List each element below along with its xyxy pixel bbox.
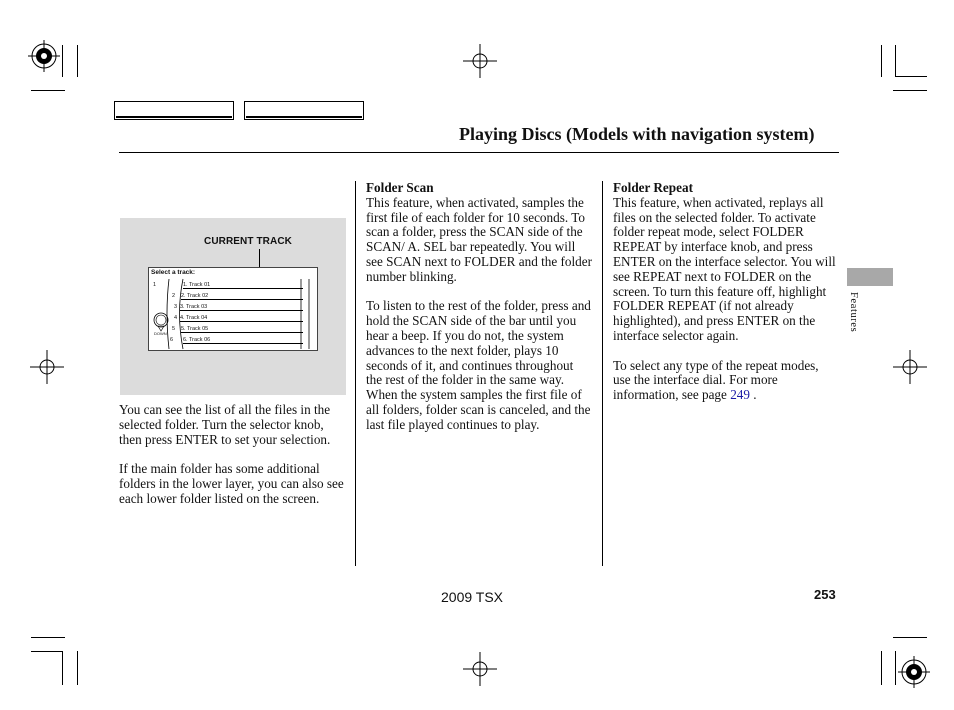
knob-number: 4: [174, 315, 178, 321]
paragraph: If the main folder has some additional folders in the lower layer, you can also see each lower folder listed on the screen.: [119, 461, 344, 506]
track-row: 1. Track 01: [183, 282, 303, 289]
section-heading: Folder Repeat: [613, 180, 693, 195]
column-divider: [355, 181, 356, 566]
track-row: 2. Track 02: [181, 293, 303, 300]
paragraph: This feature, when activated, samples the first file of each folder for 10 seconds. To scan a folder, press the SCAN side of the SCAN/ A. SEL bar repeatedly. You will see SCAN next to FOLDER and the folder number blinking.: [366, 194, 592, 284]
column-2: [366, 181, 592, 447]
nav-screen: [148, 267, 318, 351]
footer-model: 2009 TSX: [441, 589, 504, 605]
track-row: 5. Track 05: [181, 326, 303, 333]
figure-callout: CURRENT TRACK: [204, 236, 292, 247]
knob-number: 5: [172, 326, 176, 332]
paragraph: This feature, when activated, replays all files on the selected folder. To activate folder repeat mode, select FOLDER REPEAT by interface knob, and press ENTER on the interface selector. You will see REPEAT next to FOLDER on the screen. To turn this feature off, highlight FOLDER REPEAT (if not already highlighted), and press ENTER on the interface selector again.: [613, 194, 836, 343]
paragraph: [613, 359, 839, 403]
track-row: 6. Track 06: [183, 337, 303, 344]
section-tab-label: Features: [848, 292, 859, 333]
column-divider: [602, 181, 603, 566]
page-number: 253: [814, 587, 836, 602]
paragraph-text: To select any type of the repeat modes, use the interface dial. For more information, see page: [613, 357, 819, 403]
paragraph-text: .: [753, 387, 757, 403]
knob-number: 6: [170, 337, 174, 343]
column-1: [119, 403, 347, 521]
screen-header: Select a track:: [151, 269, 196, 276]
section-tab: [847, 268, 893, 286]
crosshair-icon: [893, 350, 927, 384]
registration-target-icon: [898, 656, 930, 688]
paragraph: To listen to the rest of the folder, press and hold the SCAN side of the bar until you hear a beep. If you do not, the system advances to the next folder, plays 10 seconds of it, and continues throughout the rest of the folder in the same way. When the system samples the first file of all folders, folder scan is canceled, and the last file played continues to play.: [366, 298, 591, 432]
knob-number: 1: [153, 282, 157, 288]
column-3: [613, 181, 839, 418]
track-list-figure: [120, 218, 346, 395]
track-row: 4. Track 04: [180, 315, 303, 322]
header-tab-box: [114, 101, 234, 120]
section-heading: Folder Scan: [366, 180, 434, 195]
page-title: Playing Discs (Models with navigation system): [459, 124, 815, 144]
paragraph: You can see the list of all the files in the selected folder. Turn the selector knob, then press ENTER to set your selection.: [119, 402, 331, 447]
knob-number: 3: [174, 304, 178, 310]
title-rule: [119, 152, 839, 153]
knob-down-label: DOWN: [154, 331, 167, 336]
crosshair-icon: [463, 652, 497, 686]
track-row: 3. Track 03: [180, 304, 303, 311]
crosshair-icon: [30, 350, 64, 384]
header-tab-box: [244, 101, 364, 120]
knob-number: 2: [172, 293, 176, 299]
crosshair-icon: [463, 44, 497, 78]
page-link[interactable]: 249: [730, 387, 750, 403]
